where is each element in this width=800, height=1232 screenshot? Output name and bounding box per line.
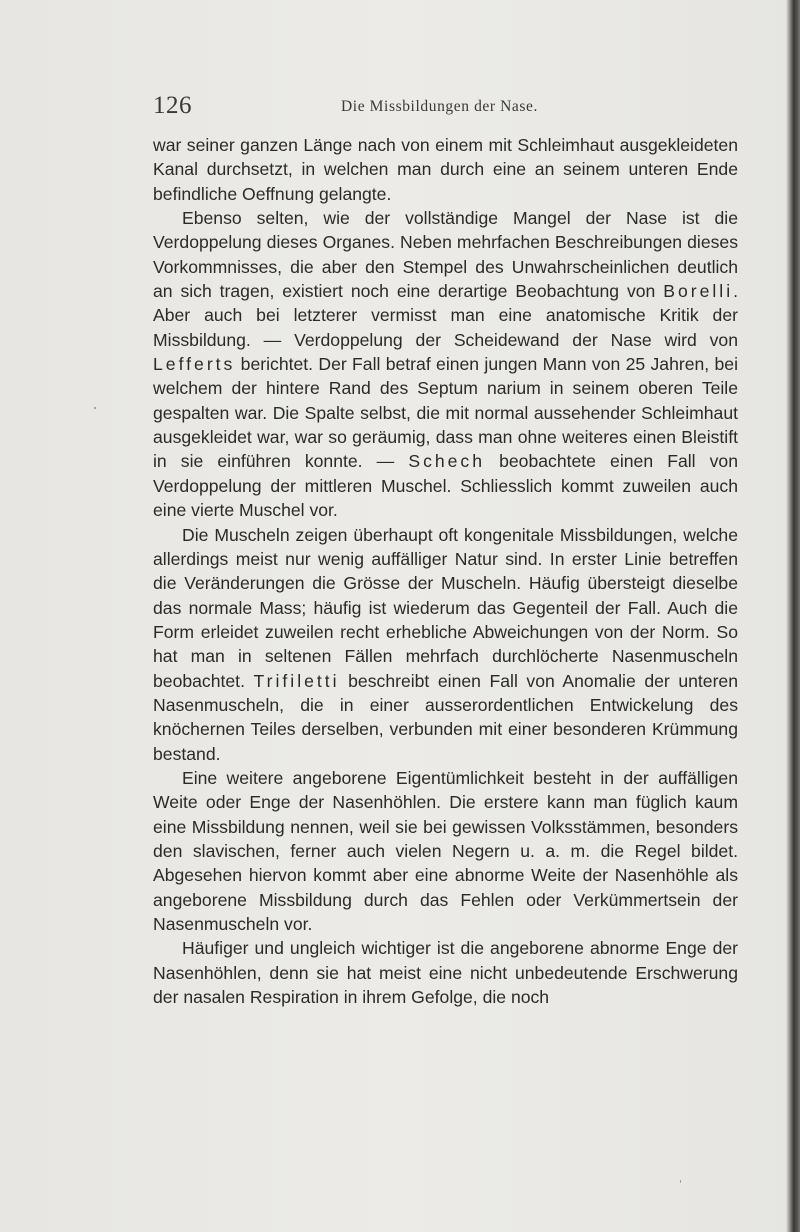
author-name-borelli: Borelli [663, 281, 734, 302]
paragraph-2-text-b: . Aber auch bei letzterer vermisst man eine anatomische Kritik der Missbildung. — Verdoppelung der Scheidewand der Nase wird von [153, 281, 738, 350]
page-number: 126 [153, 92, 192, 119]
page-edge [786, 0, 800, 1232]
paragraph-4: Eine weitere angeborene Eigentümlichkeit besteht in der auffälligen Weite oder Enge der Nasenhöhlen. Die erstere kann man füglich kaum eine Missbildung nennen, weil sie bei gewissen Volksstämmen, besonders den slavischen, ferner auch vielen Negern u. a. m. die Regel bildet. Abgesehen hiervon kommt aber eine abnorme Weite der Nasenhöhle als angeborene Missbildung durch das Fehlen oder Verkümmertsein der Nasenmuscheln vor. [153, 767, 738, 934]
paragraph-2-text-a: Ebenso selten, wie der vollständige Mangel der Nase ist die Verdoppelung dieses Organes. Neben mehrfachen Beschreibungen dieses Vorkommnisses, die aber den Stempel des Unwahrscheinlichen deutlich an sich tragen, existiert noch eine derartige Beobachtung von [153, 208, 738, 302]
paragraph-1: war seiner ganzen Länge nach von einem mit Schleimhaut ausgekleideten Kanal durchsetzt, in welchen man durch eine an seinem unteren Ende befindliche Oeffnung gelangte. [153, 135, 738, 204]
running-head: Die Missbildungen der Nase. [341, 98, 539, 115]
paragraph-3 [153, 523, 738, 766]
paragraph-3-text-b: beschreibt einen Fall von Anomalie der unteren Nasenmuscheln, die in einer ausserordentlichen Entwickelung des knöchernen Teiles derselben, verbunden mit einer besonderen Krümmung bestand. [153, 670, 738, 764]
paragraph-2 [153, 206, 738, 522]
author-name-trifiletti: Trifiletti [253, 670, 340, 691]
paragraph-2-text-d: beobachtete einen Fall von Verdoppelung der mittleren Muschel. Schliesslich kommt zuweilen auch eine vierte Muschel vor. [153, 451, 739, 521]
page-header [153, 92, 740, 122]
body-text [153, 133, 738, 1009]
paragraph-2-text-c: berichtet. Der Fall betraf einen jungen Mann von 25 Jahren, bei welchem der hintere Rand des Septum narium in seinem oberen Teile gespalten war. Die Spalte selbst, die mit normal aussehender Schleimhaut ausgekleidet war, war so geräumig, dass man ohne weiteres einen Bleistift in sie einführen konnte. — [153, 354, 738, 472]
paragraph-5: Häufiger und ungleich wichtiger ist die angeborene abnorme Enge der Nasenhöhlen, denn sie hat meist eine nicht unbedeutende Erschwerung der nasalen Respiration in ihrem Gefolge, die noch [153, 938, 738, 1008]
paper-speck [680, 1180, 681, 1183]
paper-speck [94, 407, 96, 409]
author-name-schech: Schech [408, 451, 486, 472]
paragraph-3-text-a: Die Muscheln zeigen überhaupt oft kongenitale Missbildungen, welche allerdings meist nur wenig auffälliger Natur sind. In erster Linie betreffen die Veränderungen die Grösse der Muscheln. Häufig übersteigt dieselbe das normale Mass; häufig ist wiederum das Gegenteil der Fall. Auch die Form erleidet zuweilen recht erhebliche Abweichungen von der Norm. So hat man in seltenen Fällen mehrfach durchlöcherte Nasenmuscheln beobachtet. [153, 524, 738, 691]
author-name-lefferts: Lefferts [153, 354, 236, 375]
